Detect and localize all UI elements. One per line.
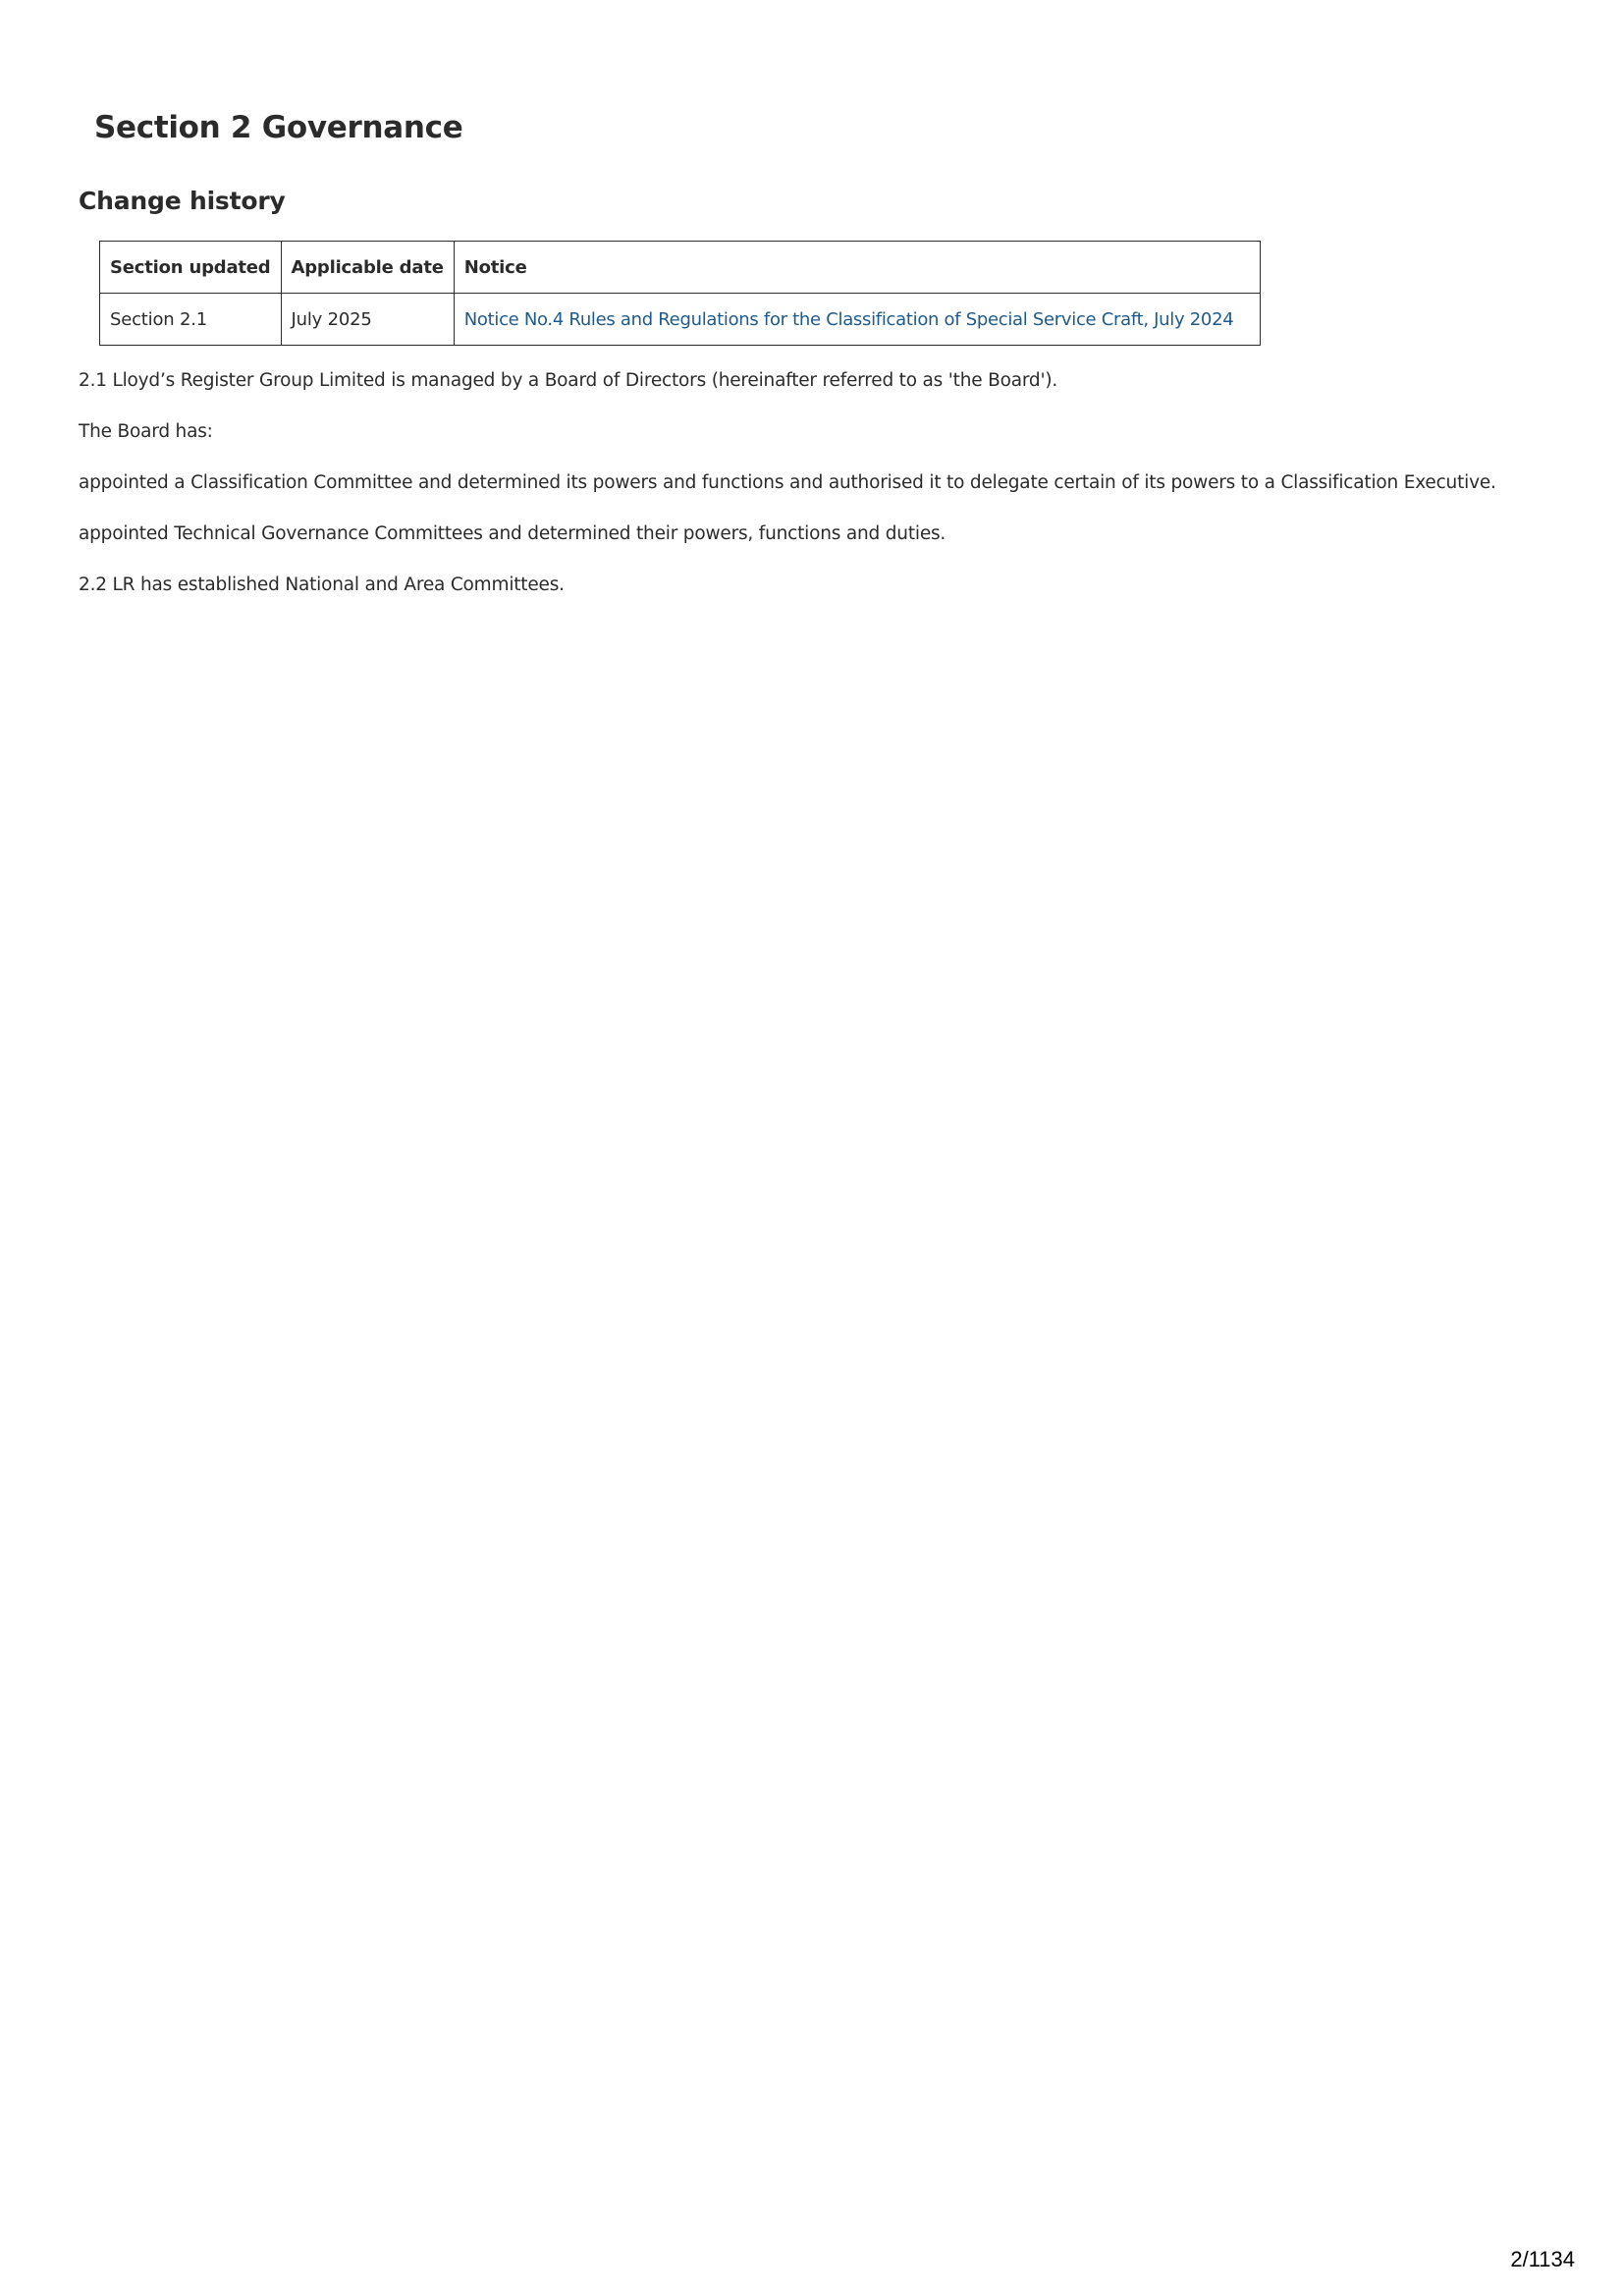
column-header-section-updated: Section updated — [100, 242, 282, 294]
change-history-table — [99, 241, 1261, 346]
paragraph-2-1: 2.1 Lloyd’s Register Group Limited is managed by a Board of Directors (hereinafter referred to as 'the Board'). — [79, 370, 1058, 391]
table-header-row — [100, 242, 1261, 294]
cell-notice — [454, 294, 1260, 346]
paragraph-technical-committees: appointed Technical Governance Committees and determined their powers, functions and duties. — [79, 523, 946, 544]
notice-link[interactable]: Notice No.4 Rules and Regulations for the Classification of Special Service Craft, July 2024 — [463, 308, 1234, 330]
cell-applicable-date: July 2025 — [281, 294, 454, 346]
paragraph-classification-committee: appointed a Classification Committee and determined its powers and functions and authorised it to delegate certain of its powers to a Classification Executive. — [79, 472, 1496, 493]
change-history-heading: Change history — [79, 187, 286, 215]
paragraph-board-has: The Board has: — [79, 421, 213, 442]
paragraph-2-2: 2.2 LR has established National and Area Committees. — [79, 574, 565, 595]
page-number: 2/1134 — [1510, 2247, 1575, 2271]
page-title: Section 2 Governance — [94, 110, 463, 145]
table-row — [100, 294, 1261, 346]
column-header-notice: Notice — [454, 242, 1260, 294]
cell-section-updated: Section 2.1 — [100, 294, 282, 346]
column-header-applicable-date: Applicable date — [281, 242, 454, 294]
